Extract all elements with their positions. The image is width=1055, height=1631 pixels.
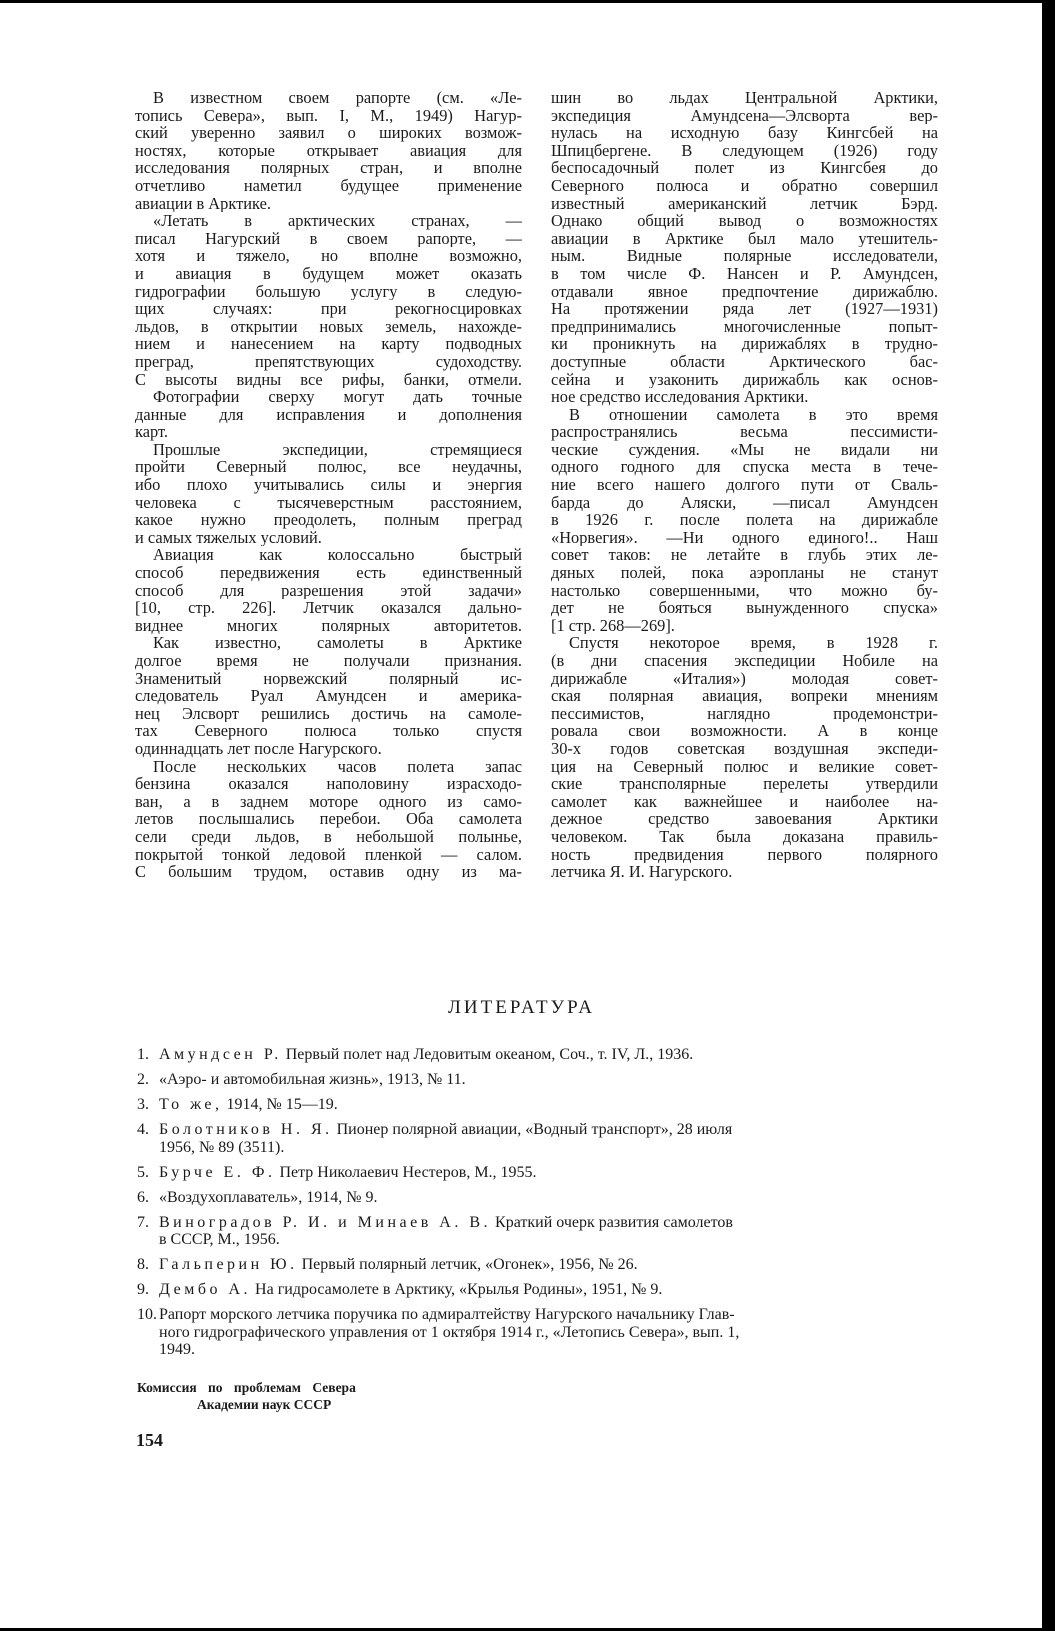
reference-author: То же, bbox=[159, 1096, 223, 1113]
reference-continuation: 1949. bbox=[159, 1341, 195, 1358]
reference-item bbox=[137, 1189, 960, 1207]
references-list bbox=[137, 1046, 960, 1366]
text-line: распространялись весьма пессимисти- bbox=[551, 423, 938, 441]
text-line: ки проникнуть на дирижаблях в трудно- bbox=[551, 335, 938, 353]
text-line: бензина оказался наполовину израсходо- bbox=[135, 775, 522, 793]
text-line: дежное средство завоевания Арктики bbox=[551, 810, 938, 828]
text-line: После нескольких часов полета запас bbox=[153, 757, 522, 776]
reference-number: 3. bbox=[137, 1096, 149, 1113]
text-line: нулась на исходную базу Кингсбей на bbox=[551, 124, 938, 142]
text-line: сейна и узаконить дирижабль как основ- bbox=[551, 370, 938, 389]
reference-author: Бурче Е. Ф. bbox=[159, 1163, 276, 1181]
text-line: писал Нагурский в своем рапорте, — bbox=[135, 229, 522, 248]
text-line: В известном своем рапорте (см. «Ле- bbox=[153, 89, 522, 107]
text-line: пройти Северный полюс, все неудачны, bbox=[135, 458, 522, 477]
text-line: преград, препятствующих судоходству. bbox=[135, 352, 522, 371]
text-line: самолет как важнейшее и наиболее на- bbox=[551, 792, 938, 811]
text-line: авиации в Арктике был мало утешитель- bbox=[551, 229, 938, 248]
reference-number: 10. bbox=[137, 1306, 157, 1323]
text-line: топись Севера», вып. I, М., 1949) Нагур- bbox=[135, 106, 522, 125]
reference-item bbox=[137, 1096, 960, 1114]
text-line: [10, стр. 226]. Летчик оказался дально- bbox=[135, 599, 522, 617]
text-line: ностях, которые открывает авиация для bbox=[135, 141, 522, 160]
reference-text: Краткий очерк развития самолетов bbox=[491, 1213, 733, 1231]
reference-text: 1914, № 15—19. bbox=[222, 1096, 338, 1113]
text-line: долгое время не получали признания. bbox=[135, 652, 522, 670]
text-line: следователь Руал Амундсен и америка- bbox=[135, 687, 522, 705]
text-line: С высоты видны все рифы, банки, отмели. bbox=[135, 370, 522, 389]
affiliation-line-1: Комиссия по проблемам Севера bbox=[137, 1380, 356, 1395]
reference-text: Первый полярный летчик, «Огонек», 1956, № 26. bbox=[297, 1256, 638, 1273]
reference-text: «Аэро- и автомобильная жизнь», 1913, № 11. bbox=[159, 1071, 466, 1088]
reference-author: Амундсен Р. bbox=[159, 1046, 282, 1063]
text-line: пессимистов, наглядно продемонстри- bbox=[551, 704, 938, 723]
reference-text: Петр Николаевич Нестеров, М., 1955. bbox=[275, 1163, 537, 1181]
text-line: авиации в Арктике. bbox=[135, 194, 271, 213]
text-line: С большим трудом, оставив одну из ма- bbox=[135, 863, 522, 881]
reference-author: Дембо А. bbox=[159, 1281, 252, 1298]
affiliation-line-2: Академии наук СССР bbox=[197, 1397, 332, 1412]
reference-number: 2. bbox=[137, 1071, 149, 1088]
reference-item bbox=[137, 1214, 960, 1249]
text-line: 30-х годов советская воздушная экспеди- bbox=[551, 739, 938, 758]
text-line: ская полярная авиация, вопреки мнениям bbox=[551, 687, 938, 705]
reference-continuation: в СССР, М., 1956. bbox=[159, 1231, 280, 1248]
article-left-column bbox=[135, 89, 522, 881]
text-line: предпринимались многочисленные попыт- bbox=[551, 317, 938, 336]
reference-item bbox=[137, 1256, 960, 1274]
text-line: покрытой тонкой ледовой пленкой — салом. bbox=[135, 845, 522, 864]
text-line: дет не бояться вынужденного спуска» bbox=[551, 599, 938, 617]
text-line: ван, а в заднем моторе одного из само- bbox=[135, 792, 522, 811]
text-line: исследования полярных стран, и вполне bbox=[135, 159, 522, 177]
text-line: шин во льдах Центральной Арктики, bbox=[551, 89, 938, 107]
text-line: какое нужно преодолеть, полным преград bbox=[135, 511, 522, 529]
text-line: ческие суждения. «Мы не видали ни bbox=[551, 440, 938, 459]
text-line: Шпицбергене. В следующем (1926) году bbox=[551, 141, 938, 160]
text-line: Прошлые экспедиции, стремящиеся bbox=[153, 440, 522, 459]
text-line: одиннадцать лет после Нагурского. bbox=[135, 739, 382, 758]
reference-text: Пионер полярной авиации, «Водный транспорт», 28 июля bbox=[332, 1121, 733, 1138]
reference-number: 8. bbox=[137, 1256, 149, 1273]
text-line: в 1926 г. после полета на дирижабле bbox=[551, 511, 938, 529]
text-line: (в дни спасения экспедиции Нобиле на bbox=[551, 652, 938, 670]
reference-continuation: ного гидрографического управления от 1 октября 1914 г., «Летопись Севера», вып. 1, bbox=[159, 1323, 740, 1341]
reference-item bbox=[137, 1164, 960, 1182]
references-heading: ЛИТЕРАТУРА bbox=[448, 997, 595, 1018]
reference-item bbox=[137, 1121, 960, 1156]
text-line: «Норвегия». —Ни одного единого!.. Наш bbox=[551, 528, 938, 547]
page-number: 154 bbox=[136, 1430, 163, 1450]
reference-number: 6. bbox=[137, 1188, 149, 1206]
text-line: совет таков: не летайте в глубь этих ле- bbox=[551, 546, 938, 565]
text-line: ция на Северный полюс и великие совет- bbox=[551, 757, 938, 776]
reference-number: 4. bbox=[137, 1121, 149, 1138]
reference-number: 7. bbox=[137, 1213, 149, 1231]
text-line: способ передвижения есть единственный bbox=[135, 564, 522, 582]
text-line: нец Элсворт решились достичь на самоле- bbox=[135, 704, 522, 723]
text-line: виднее многих полярных авторитетов. bbox=[135, 616, 522, 635]
reference-text: На гидросамолете в Арктику, «Крылья Родины», 1951, № 9. bbox=[251, 1281, 663, 1298]
text-line: и самых тяжелых условий. bbox=[135, 528, 322, 547]
text-line: человеком. Так была доказана правиль- bbox=[551, 827, 938, 846]
text-line: дирижабле «Италия») молодая совет- bbox=[551, 669, 938, 688]
reference-text: «Воздухоплаватель», 1914, № 9. bbox=[159, 1188, 378, 1206]
text-line: Однако общий вывод о возможностях bbox=[551, 212, 938, 230]
text-line: отчетливо наметил будущее применение bbox=[135, 176, 522, 195]
reference-text: Первый полет над Ледовитым океаном, Соч., т. IV, Л., 1936. bbox=[281, 1046, 694, 1063]
reference-number: 5. bbox=[137, 1163, 149, 1181]
text-line: гидрографии большую услугу в следую- bbox=[135, 282, 522, 301]
reference-item bbox=[137, 1071, 960, 1089]
text-line: барда до Аляски, —писал Амундсен bbox=[551, 493, 938, 512]
text-line: Знаменитый норвежский полярный ис- bbox=[135, 669, 522, 688]
reference-text: Рапорт морского летчика поручика по адмиралтейству Нагурского начальнику Глав- bbox=[159, 1306, 735, 1323]
reference-number: 1. bbox=[137, 1046, 149, 1063]
article-right-column bbox=[551, 89, 938, 881]
text-line: и авиация в будущем может оказать bbox=[135, 264, 522, 283]
reference-author: Болотников Н. Я. bbox=[159, 1121, 333, 1138]
text-line: ние всего нашего долгого пути от Сваль- bbox=[551, 476, 938, 494]
reference-item bbox=[137, 1306, 960, 1359]
text-line: ровала свои возможности. А в конце bbox=[551, 722, 938, 740]
text-line: человека с тысячеверстным расстоянием, bbox=[135, 493, 522, 512]
text-line: В отношении самолета в это время bbox=[569, 405, 938, 424]
text-line: отдавали явное предпочтение дирижаблю. bbox=[551, 282, 938, 301]
text-line: одного годного для спуска места в тече- bbox=[551, 458, 938, 477]
text-line: дяных полей, пока аэропланы не станут bbox=[551, 564, 938, 582]
text-line: «Летать в арктических странах, — bbox=[153, 212, 522, 230]
text-line: карт. bbox=[135, 423, 168, 441]
text-line: летов послышались перебои. Оба самолета bbox=[135, 810, 522, 828]
text-line: щих случаях: при рекогносцировках bbox=[135, 300, 522, 318]
text-line: Северного полюса и обратно совершил bbox=[551, 176, 938, 195]
scan-border-top bbox=[0, 0, 1055, 3]
scan-border-right bbox=[1042, 0, 1055, 1631]
text-line: настолько совершенными, что можно бу- bbox=[551, 581, 938, 600]
text-line: известный американский летчик Бэрд. bbox=[551, 194, 938, 213]
text-line: данные для исправления и дополнения bbox=[135, 405, 522, 424]
text-line: тах Северного полюса только спустя bbox=[135, 722, 522, 740]
reference-number: 9. bbox=[137, 1281, 149, 1298]
reference-item bbox=[137, 1046, 960, 1064]
reference-continuation: 1956, № 89 (3511). bbox=[159, 1138, 285, 1156]
text-line: [1 стр. 268—269]. bbox=[551, 616, 675, 635]
text-line: ские трансполярные перелеты утвердили bbox=[551, 775, 938, 793]
text-line: экспедиция Амундсена—Элсворта вер- bbox=[551, 106, 938, 125]
text-line: нием и нанесением на карту подводных bbox=[135, 335, 522, 353]
affiliation bbox=[137, 1379, 356, 1413]
text-line: льдов, в открытии новых земель, нахожде- bbox=[135, 317, 522, 336]
text-line: На протяжении ряда лет (1927—1931) bbox=[551, 300, 938, 318]
text-line: ным. Видные полярные исследователи, bbox=[551, 247, 938, 265]
reference-author: Гальперин Ю. bbox=[159, 1256, 298, 1273]
text-line: беспосадочный полет из Кингсбея до bbox=[551, 159, 938, 177]
text-line: летчика Я. И. Нагурского. bbox=[551, 863, 733, 881]
text-line: Как известно, самолеты в Арктике bbox=[153, 634, 522, 652]
text-line: ибо плохо учитывались силы и энергия bbox=[135, 476, 522, 494]
text-line: хотя и тяжело, но вполне возможно, bbox=[135, 247, 522, 265]
text-line: способ для разрешения этой задачи» bbox=[135, 581, 522, 600]
text-line: ность предвидения первого полярного bbox=[551, 845, 938, 864]
text-line: доступные области Арктического бас- bbox=[551, 352, 938, 371]
text-line: сели среди льдов, в небольшой полынье, bbox=[135, 827, 522, 846]
text-line: Авиация как колоссально быстрый bbox=[153, 546, 522, 565]
text-line: Фотографии сверху могут дать точные bbox=[153, 388, 522, 406]
text-line: ное средство исследования Арктики. bbox=[551, 388, 809, 406]
text-line: ский уверенно заявил о широких возмож- bbox=[135, 124, 522, 142]
reference-item bbox=[137, 1281, 960, 1299]
reference-author: Виноградов Р. И. и Минаев А. В. bbox=[159, 1213, 492, 1231]
text-line: в том числе Ф. Нансен и Р. Амундсен, bbox=[551, 264, 938, 283]
text-line: Спустя некоторое время, в 1928 г. bbox=[569, 634, 938, 652]
